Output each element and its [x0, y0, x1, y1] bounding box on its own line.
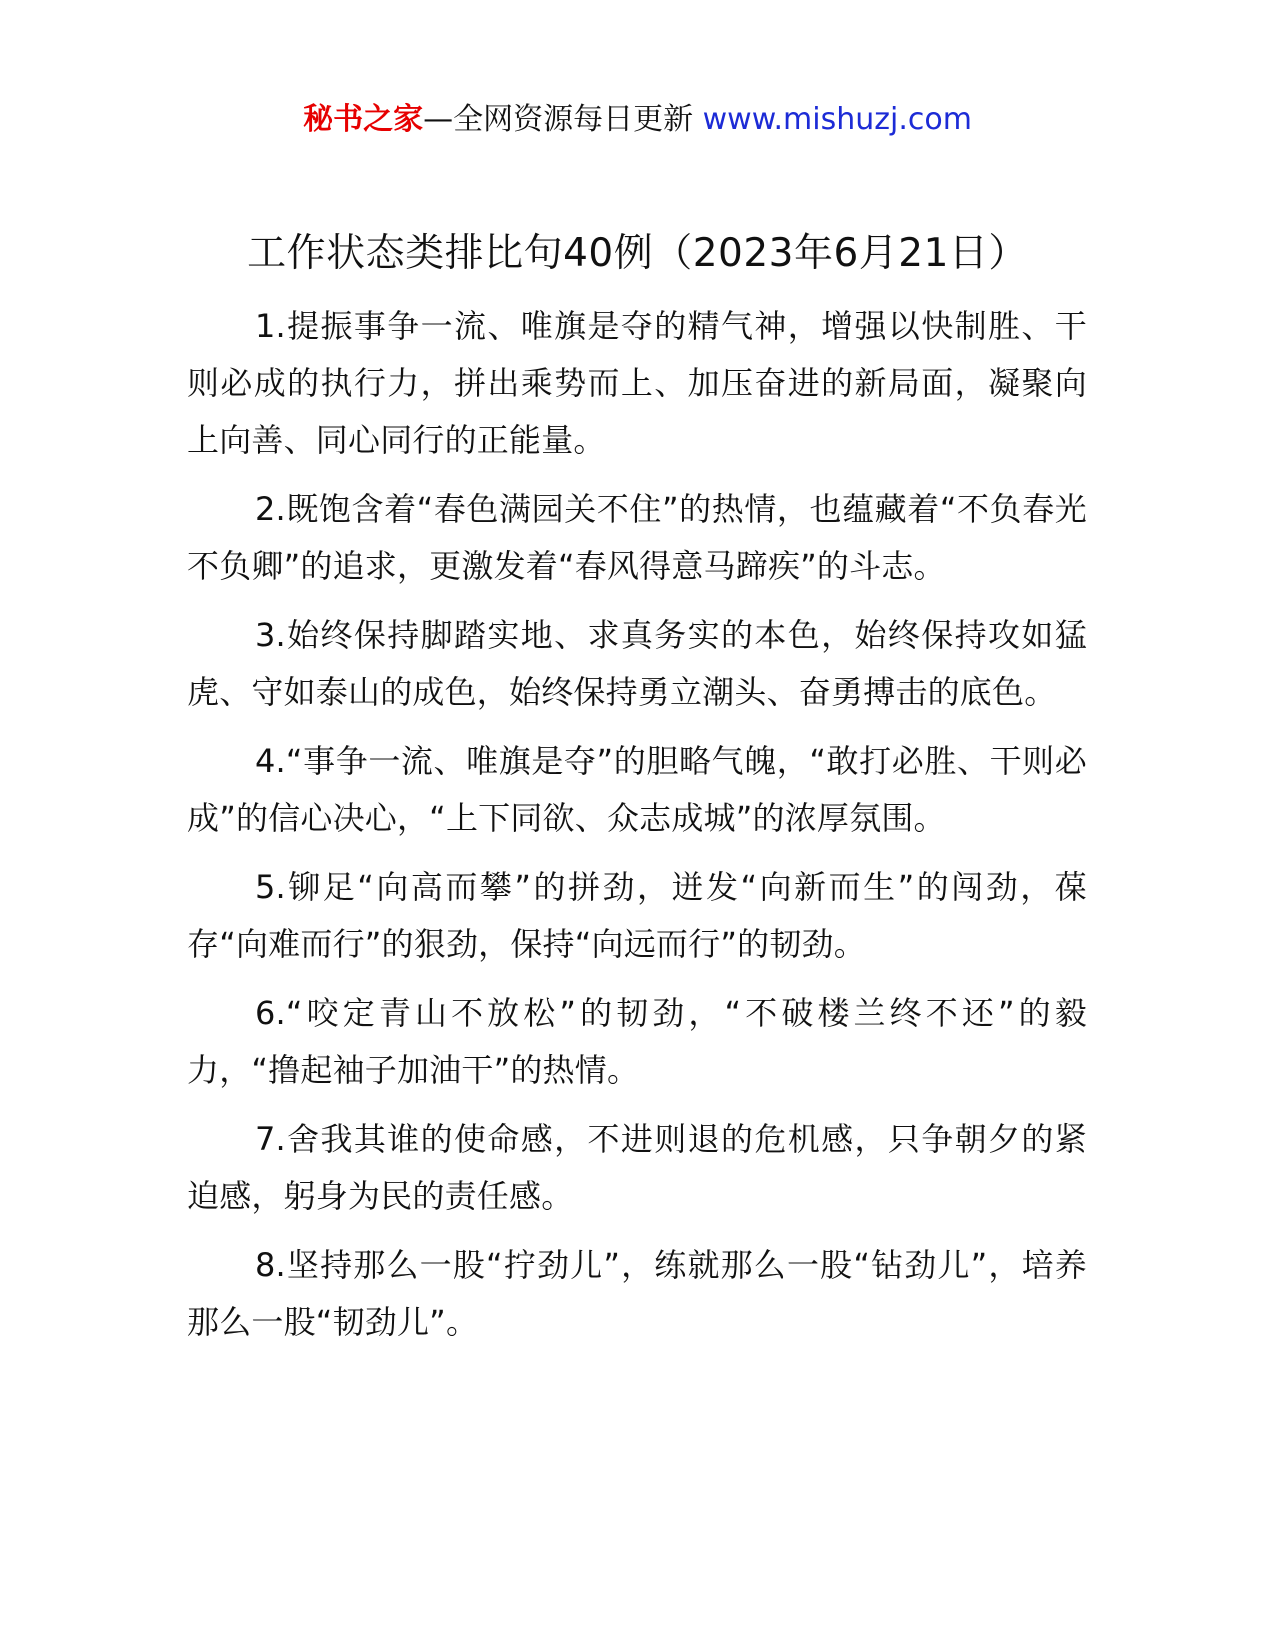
site-tagline: —全网资源每日更新: [423, 102, 694, 137]
site-url-link[interactable]: www.mishuzj.com: [702, 102, 972, 137]
paragraph-3: 3.始终保持脚踏实地、求真务实的本色，始终保持攻如猛虎、守如泰山的成色，始终保持勇立潮头、奋勇搏击的底色。: [187, 616, 1087, 711]
paragraph-5: 5.铆足“向高而攀”的拼劲，迸发“向新而生”的闯劲，葆存“向难而行”的狠劲，保持“向远而行”的韧劲。: [187, 868, 1087, 963]
site-brand: 秘书之家: [303, 102, 424, 137]
document-body: [187, 298, 1087, 1363]
site-header: [0, 100, 1275, 140]
paragraph-8: 8.坚持那么一股“拧劲儿”，练就那么一股“钻劲儿”，培养那么一股“韧劲儿”。: [187, 1246, 1087, 1341]
paragraph-2: 2.既饱含着“春色满园关不住”的热情，也蕴藏着“不负春光不负卿”的追求，更激发着“春风得意马蹄疾”的斗志。: [187, 490, 1087, 585]
document-title: 工作状态类排比句40例（2023年6月21日）: [247, 231, 1028, 276]
paragraph-7: 7.舍我其谁的使命感，不进则退的危机感，只争朝夕的紧迫感，躬身为民的责任感。: [187, 1120, 1087, 1215]
paragraph-6: 6.“咬定青山不放松”的韧劲，“不破楼兰终不还”的毅力，“撸起袖子加油干”的热情。: [187, 994, 1087, 1089]
paragraph-4: 4.“事争一流、唯旗是夺”的胆略气魄，“敢打必胜、干则必成”的信心决心，“上下同欲、众志成城”的浓厚氛围。: [187, 742, 1087, 837]
paragraph-1: 1.提振事争一流、唯旗是夺的精气神，增强以快制胜、干则必成的执行力，拼出乘势而上、加压奋进的新局面，凝聚向上向善、同心同行的正能量。: [187, 307, 1087, 459]
